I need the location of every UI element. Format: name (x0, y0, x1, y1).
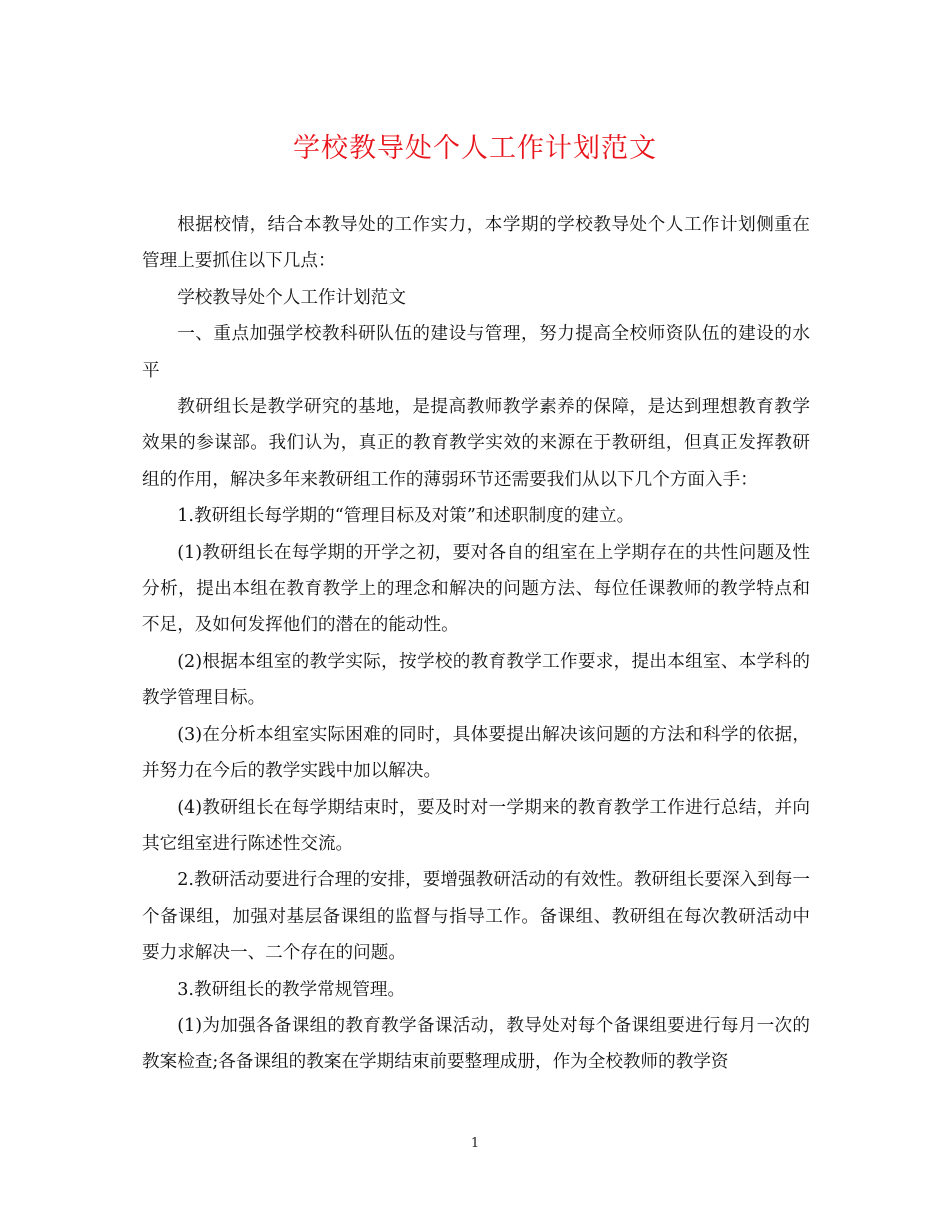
list-item: (4)教研组长在每学期结束时，要及时对一学期来的教育教学工作进行总结，并向其它组室进行陈述性交流。 (142, 797, 810, 854)
page-number: 1 (470, 1136, 480, 1151)
list-item: (1)教研组长在每学期的开学之初，要对各自的组室在上学期存在的共性问题及性分析，提出本组在教育教学上的理念和解决的问题方法、每位任课教师的教学特点和不足，及如何发挥他们的潜在的能动性。 (142, 542, 810, 636)
list-item: (1)为加强各备课组的教育教学备课活动，教导处对每个备课组要进行每月一次的教案检查;各备课组的教案在学期结束前要整理成册，作为全校教师的教学资 (142, 1015, 810, 1073)
section-heading: 一、重点加强学校教科研队伍的建设与管理，努力提高全校师资队伍的建设的水平 (142, 324, 810, 381)
list-item: (2)根据本组室的教学实际，按学校的教育教学工作要求，提出本组室、本学科的教学管理目标。 (142, 651, 810, 709)
list-item: 2.教研活动要进行合理的安排，要增强教研活动的有效性。教研组长要深入到每一个备课组，加强对基层备课组的监督与指导工作。备课组、教研组在每次教研活动中要力求解决一、二个存在的问题。 (142, 870, 810, 964)
paragraph: 根据校情，结合本教导处的工作实力，本学期的学校教导处个人工作计划侧重在管理上要抓住以下几点： (142, 215, 810, 272)
list-item: 1.教研组长每学期的“管理目标及对策”和述职制度的建立。 (177, 506, 635, 527)
paragraph: 教研组长是教学研究的基地，是提高教师教学素养的保障，是达到理想教育教学效果的参谋部。我们认为，真正的教育教学实效的来源在于教研组，但真正发挥教研组的作用，解决多年来教研组工作的薄弱环节还需要我们从以下几个方面入手： (142, 397, 810, 490)
document-title: 学校教导处个人工作计划范文 (293, 133, 657, 164)
list-item: (3)在分析本组室实际困难的同时，具体要提出解决该问题的方法和科学的依据，并努力在今后的教学实践中加以解决。 (142, 724, 810, 782)
document-body (142, 207, 810, 1081)
list-item: 3.教研组长的教学常规管理。 (177, 979, 406, 1000)
paragraph: 学校教导处个人工作计划范文 (177, 287, 406, 308)
